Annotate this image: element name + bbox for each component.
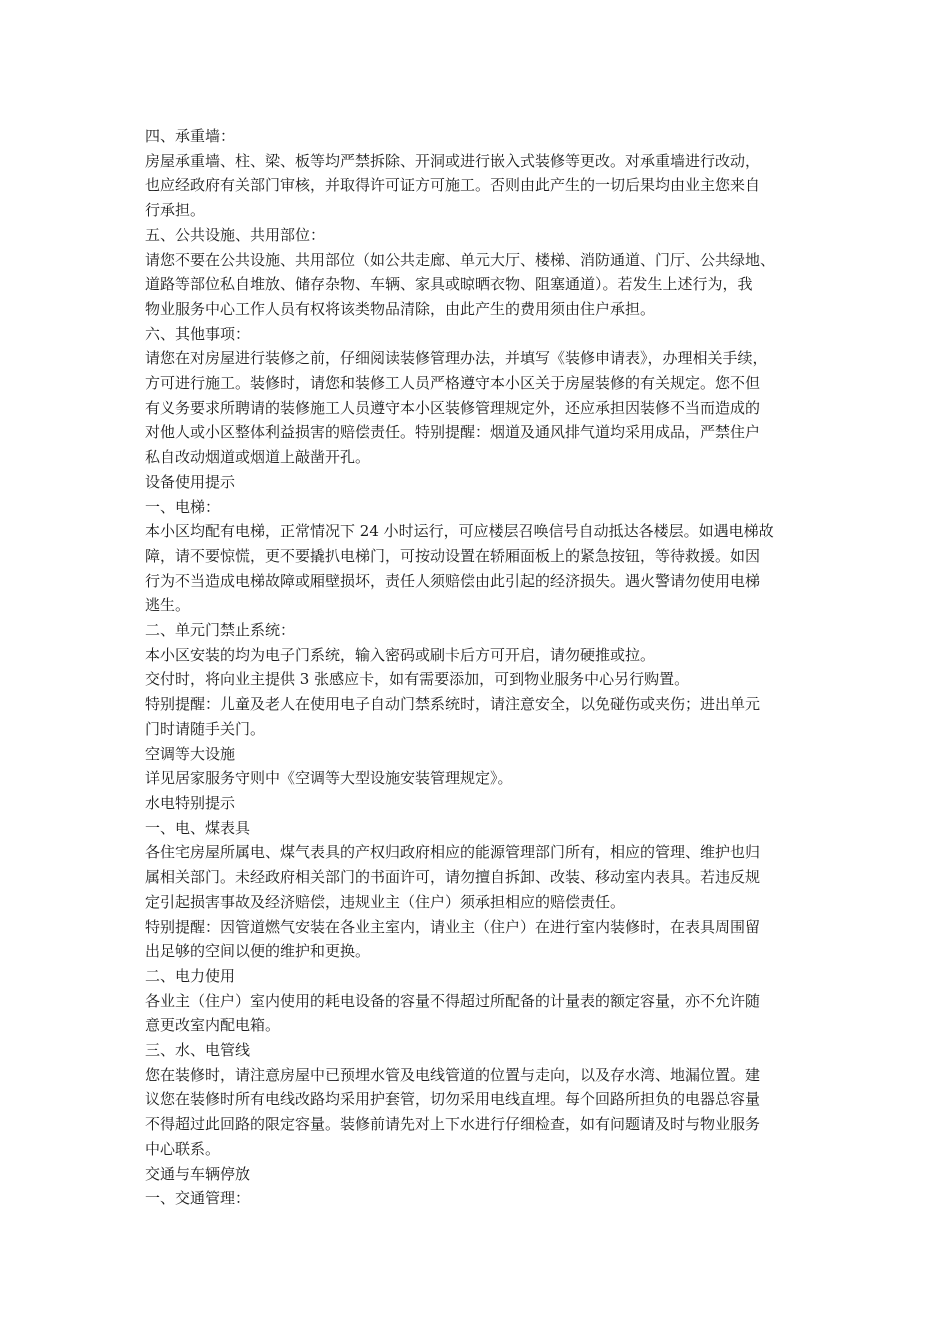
text-line: 方可进行施工。装修时，请您和装修工人员严格遵守本小区关于房屋装修的有关规定。您不但 [145, 374, 761, 393]
text-line: 一、电、煤表具 [145, 818, 251, 837]
text-line: 三、水、电管线 [145, 1041, 251, 1060]
text-line: 意更改室内配电箱。 [145, 1016, 281, 1035]
text-line: 水电特别提示 [145, 793, 236, 812]
text-line: 私自改动烟道或烟道上敲凿开孔。 [145, 448, 371, 467]
text-line: 交通与车辆停放 [145, 1164, 251, 1183]
text-line: 本小区安装的均为电子门系统，输入密码或刷卡后方可开启，请勿硬推或拉。 [145, 645, 656, 664]
text-line: 请您不要在公共设施、共用部位（如公共走廊、单元大厅、楼梯、消防通道、门厅、公共绿地、 [145, 250, 776, 269]
text-line: 议您在装修时所有电线改路均采用护套管，切勿采用电线直埋。每个回路所担负的电器总容量 [145, 1090, 761, 1109]
text-line: 属相关部门。未经政府相关部门的书面许可，请勿擅自拆卸、改装、移动室内表具。若违反规 [145, 868, 761, 887]
text-line: 二、电力使用 [145, 966, 236, 985]
text-line: 详见居家服务守则中《空调等大型设施安装管理规定》。 [145, 769, 513, 788]
text-line: 特别提醒：儿童及老人在使用电子自动门禁系统时，请注意安全，以免碰伤或夹伤；进出单元 [145, 695, 761, 714]
text-line: 对他人或小区整体利益损害的赔偿责任。特别提醒：烟道及通风排气道均采用成品，严禁住户 [145, 423, 761, 442]
text-line: 特别提醒：因管道燃气安装在各业主室内，请业主（住户）在进行室内装修时，在表具周围留 [145, 917, 761, 936]
text-line: 物业服务中心工作人员有权将该类物品清除，由此产生的费用须由住户承担。 [145, 299, 656, 318]
text-line: 行承担。 [145, 201, 206, 220]
text-line: 障，请不要惊慌，更不要撬扒电梯门，可按动设置在轿厢面板上的紧急按钮，等待救援。如因 [145, 546, 761, 565]
text-line: 四、承重墙： [145, 127, 236, 145]
text-line: 交付时，将向业主提供 3 张感应卡，如有需要添加，可到物业服务中心另行购置。 [145, 670, 690, 689]
text-line: 不得超过此回路的限定容量。装修前请先对上下水进行仔细检查，如有问题请及时与物业服务 [145, 1115, 761, 1134]
text-line: 二、单元门禁止系统： [145, 621, 296, 640]
text-line: 也应经政府有关部门审核，并取得许可证方可施工。否则由此产生的一切后果均由业主您来自 [145, 176, 761, 195]
text-line: 您在装修时，请注意房屋中已预埋水管及电线管道的位置与走向，以及存水湾、地漏位置。建 [145, 1065, 761, 1084]
text-line: 空调等大设施 [145, 744, 236, 763]
text-line: 设备使用提示 [145, 472, 236, 491]
text-line: 一、交通管理： [145, 1189, 251, 1208]
text-line: 房屋承重墙、柱、梁、板等均严禁拆除、开洞或进行嵌入式装修等更改。对承重墙进行改动， [145, 151, 761, 170]
text-line: 定引起损害事故及经济赔偿，违规业主（住户）须承担相应的赔偿责任。 [145, 892, 626, 911]
text-line: 五、公共设施、共用部位： [145, 225, 326, 244]
text-line: 请您在对房屋进行装修之前，仔细阅读装修管理办法，并填写《装修申请表》，办理相关手续， [145, 349, 768, 368]
text-line: 各业主（住户）室内使用的耗电设备的容量不得超过所配备的计量表的额定容量，亦不允许随 [145, 991, 761, 1010]
text-line: 本小区均配有电梯，正常情况下 24 小时运行，可应楼层召唤信号自动抵达各楼层。如遇电梯故 [145, 522, 774, 541]
text-line: 一、电梯： [145, 497, 221, 516]
text-line: 中心联系。 [145, 1139, 221, 1158]
document-body [145, 124, 807, 1211]
text-line: 门时请随手关门。 [145, 719, 266, 738]
text-line: 行为不当造成电梯故障或厢壁损坏，责任人须赔偿由此引起的经济损失。遇火警请勿使用电梯 [145, 571, 761, 590]
text-line: 道路等部位私自堆放、储存杂物、车辆、家具或晾晒衣物、阻塞通道）。若发生上述行为，我 [145, 275, 753, 294]
text-line: 各住宅房屋所属电、煤气表具的产权归政府相应的能源管理部门所有，相应的管理、维护也归 [145, 843, 761, 862]
text-line: 逃生。 [145, 596, 191, 615]
text-line: 出足够的空间以便的维护和更换。 [145, 942, 371, 961]
text-line: 六、其他事项： [145, 324, 251, 343]
text-line: 有义务要求所聘请的装修施工人员遵守本小区装修管理规定外，还应承担因装修不当而造成的 [145, 398, 761, 417]
